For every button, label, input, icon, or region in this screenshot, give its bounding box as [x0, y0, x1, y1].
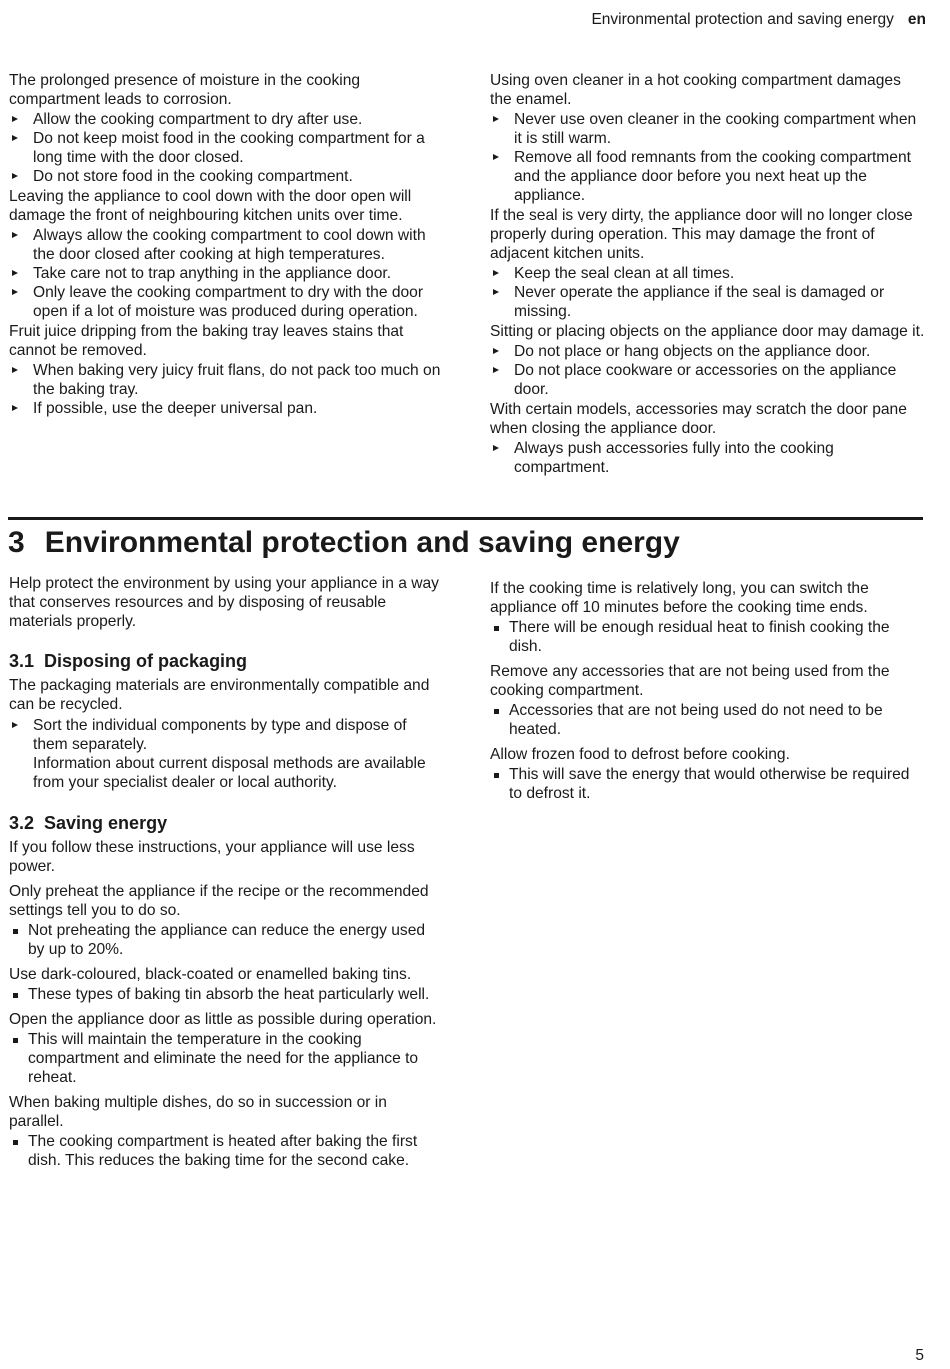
list-item: Never operate the appliance if the seal is damaged or missing.	[490, 283, 926, 321]
result-list	[9, 1132, 445, 1170]
paragraph: Allow frozen food to defrost before cooking.	[490, 746, 790, 763]
list-item: If possible, use the deeper universal pan.	[9, 399, 445, 418]
list-item: Not preheating the appliance can reduce the energy used by up to 20%.	[9, 921, 445, 959]
list-item-text: Sort the individual components by type and dispose of them separately.	[33, 717, 407, 753]
list-item: Accessories that are not being used do not need to be heated.	[490, 701, 926, 739]
paragraph: Fruit juice dripping from the baking tray leaves stains that cannot be removed.	[9, 323, 404, 359]
paragraph: Sitting or placing objects on the appliance door may damage it.	[490, 323, 925, 340]
top-left-column	[9, 71, 445, 419]
paragraph: When baking multiple dishes, do so in succession or in parallel.	[9, 1094, 387, 1130]
chapter-title: Environmental protection and saving energy	[44, 526, 680, 559]
paragraph: Remove any accessories that are not being used from the cooking compartment.	[490, 663, 890, 699]
list-item: Keep the seal clean at all times.	[490, 264, 926, 283]
page-number: 5	[915, 1347, 924, 1364]
section-number: 3.2	[9, 813, 35, 833]
paragraph: Only preheat the appliance if the recipe or the recommended settings tell you to do so.	[9, 883, 429, 919]
paragraph: With certain models, accessories may scratch the door pane when closing the appliance door.	[490, 401, 907, 437]
top-right-column	[490, 71, 926, 478]
list-item: The cooking compartment is heated after baking the first dish. This reduces the baking time for the second cake.	[9, 1132, 445, 1170]
list-item: Remove all food remnants from the cooking compartment and the appliance door before you next heat up the appliance.	[490, 148, 926, 205]
section-title: Disposing of packaging	[44, 651, 248, 671]
section-heading-3-2	[9, 812, 445, 834]
instruction-list	[490, 342, 926, 399]
paragraph: Leaving the appliance to cool down with the door open will damage the front of neighbouring kitchen units over time.	[9, 188, 412, 224]
paragraph: Open the appliance door as little as possible during operation.	[9, 1011, 437, 1028]
result-list	[490, 765, 926, 803]
section-title: Saving energy	[44, 813, 168, 833]
list-item: Never use oven cleaner in the cooking compartment when it is still warm.	[490, 110, 926, 148]
chapter-divider	[8, 517, 923, 520]
header-title: Environmental protection and saving energy	[591, 11, 894, 28]
chapter-intro: Help protect the environment by using your appliance in a way that conserves resources and by disposing of reusable materials properly.	[9, 575, 439, 630]
list-item: Always push accessories fully into the cooking compartment.	[490, 439, 926, 477]
instruction-list	[490, 264, 926, 321]
result-list	[490, 701, 926, 739]
list-item: Do not place cookware or accessories on the appliance door.	[490, 361, 926, 399]
paragraph: Use dark-coloured, black-coated or enamelled baking tins.	[9, 966, 412, 983]
list-item: Take care not to trap anything in the appliance door.	[9, 264, 445, 283]
list-item: Only leave the cooking compartment to dry with the door open if a lot of moisture was produced during operation.	[9, 283, 445, 321]
bottom-left-column	[9, 574, 445, 1171]
chapter-heading	[8, 524, 680, 562]
instruction-list	[9, 226, 445, 321]
list-item: When baking very juicy fruit flans, do not pack too much on the baking tray.	[9, 361, 445, 399]
list-item-note: Information about current disposal methods are available from your specialist dealer or local authority.	[33, 755, 426, 791]
list-item: This will maintain the temperature in the cooking compartment and eliminate the need for the appliance to reheat.	[9, 1030, 445, 1087]
result-list	[490, 618, 926, 656]
list-item	[9, 716, 445, 792]
chapter-number: 3	[8, 526, 25, 559]
header-language: en	[907, 11, 926, 28]
paragraph: If the cooking time is relatively long, you can switch the appliance off 10 minutes before the cooking time ends.	[490, 580, 869, 616]
instruction-list	[490, 110, 926, 205]
result-list	[9, 921, 445, 959]
bottom-right-column	[490, 579, 926, 804]
list-item: Always allow the cooking compartment to cool down with the door closed after cooking at high temperatures.	[9, 226, 445, 264]
instruction-list	[9, 110, 445, 186]
list-item: There will be enough residual heat to finish cooking the dish.	[490, 618, 926, 656]
instruction-list	[9, 716, 445, 792]
list-item: Allow the cooking compartment to dry after use.	[9, 110, 445, 129]
list-item: These types of baking tin absorb the heat particularly well.	[9, 985, 445, 1004]
section-number: 3.1	[9, 651, 35, 671]
instruction-list	[9, 361, 445, 418]
result-list	[9, 985, 445, 1004]
list-item: Do not place or hang objects on the appliance door.	[490, 342, 926, 361]
result-list	[9, 1030, 445, 1087]
list-item: This will save the energy that would otherwise be required to defrost it.	[490, 765, 926, 803]
section-heading-3-1	[9, 650, 445, 672]
list-item: Do not keep moist food in the cooking compartment for a long time with the door closed.	[9, 129, 445, 167]
paragraph: If the seal is very dirty, the appliance door will no longer close properly during operation. This may damage the front of adjacent kitchen units.	[490, 207, 913, 262]
instruction-list	[490, 439, 926, 477]
paragraph: The packaging materials are environmentally compatible and can be recycled.	[9, 677, 430, 713]
list-item: Do not store food in the cooking compartment.	[9, 167, 445, 186]
paragraph: Using oven cleaner in a hot cooking compartment damages the enamel.	[490, 72, 901, 108]
paragraph: If you follow these instructions, your appliance will use less power.	[9, 839, 415, 875]
paragraph: The prolonged presence of moisture in the cooking compartment leads to corrosion.	[9, 72, 361, 108]
running-header	[591, 10, 926, 29]
